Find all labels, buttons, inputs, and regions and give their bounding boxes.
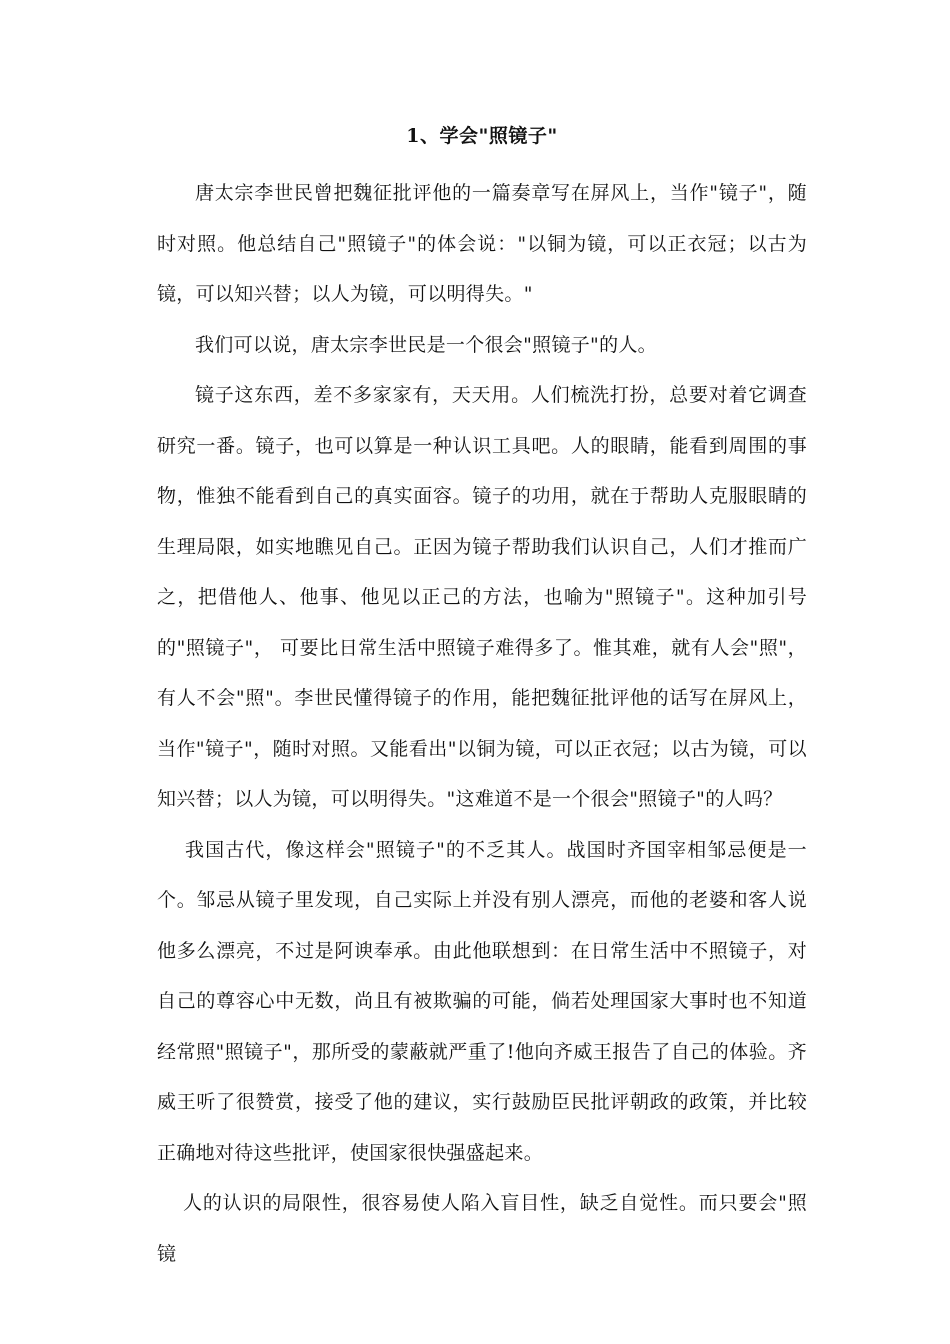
paragraph-taizong-mirror: 唐太宗李世民曾把魏征批评他的一篇奏章写在屏风上，当作"镜子"，随时对照。他总结自己"照镜子"的体会说："以铜为镜，可以正衣冠；以古为镜，可以知兴替；以人为镜，可以明得失。" [157,182,807,305]
document-title: 1、学会"照镜子" [406,125,558,147]
paragraph-cognition-limits: 人的认识的局限性，很容易使人陷入盲目性，缺乏自觉性。而只要会"照镜 [157,1192,807,1265]
paragraph-mirror-function: 镜子这东西，差不多家家有，天天用。人们梳洗打扮，总要对着它调查研究一番。镜子，也可以算是一种认识工具吧。人的眼睛，能看到周围的事物，惟独不能看到自己的真实面容。镜子的功用，就在于帮助人克服眼睛的生理局限，如实地瞧见自己。正因为镜子帮助我们认识自己，人们才推而广之，把借他人、他事、他见以正己的方法，也喻为"照镜子"。这种加引号的"照镜子"， 可要比日常生活中照镜子难得多了。惟其难，就有人会"照"，有人不会"照"。李世民懂得镜子的作用，能把魏征批评他的话写在屏风上，当作"镜子"，随时对照。又能看出"以铜为镜，可以正衣冠；以古为镜，可以知兴替；以人为镜，可以明得失。"这难道不是一个很会"照镜子"的人吗？ [157,384,807,810]
paragraph-zouji-example: 我国古代，像这样会"照镜子"的不乏其人。战国时齐国宰相邹忌便是一个。邹忌从镜子里发现，自己实际上并没有别人漂亮，而他的老婆和客人说他多么漂亮，不过是阿谀奉承。由此他联想到：在日常生活中不照镜子，对自己的尊容心中无数，尚且有被欺骗的可能，倘若处理国家大事时也不知道经常照"照镜子"，那所受的蒙蔽就严重了!他向齐威王报告了自己的体验。齐威王听了很赞赏，接受了他的建议，实行鼓励臣民批评朝政的政策，并比较正确地对待这些批评，使国家很快强盛起来。 [157,838,807,1164]
paragraph-taizong-summary: 我们可以说，唐太宗李世民是一个很会"照镜子"的人。 [195,333,657,356]
document-page [157,118,807,1279]
